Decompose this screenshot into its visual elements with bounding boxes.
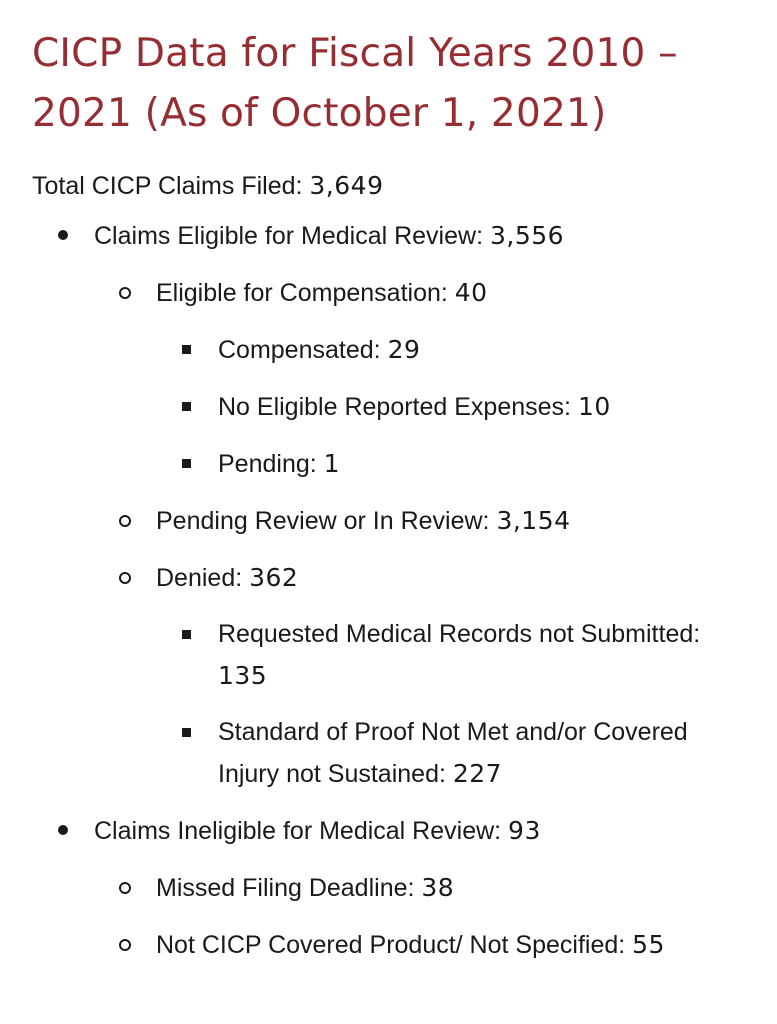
compensated-value: 29 [387, 335, 421, 364]
bullet-circle-icon [119, 882, 131, 894]
list-item-compensated [218, 329, 752, 371]
bullet-square-icon [182, 630, 191, 639]
bullet-square-icon [182, 345, 191, 354]
list-item-compensation [156, 272, 752, 485]
bullet-circle-icon [119, 572, 131, 584]
pending-review-value: 3,154 [496, 506, 571, 535]
no-eligible-expenses-label: No Eligible Reported Expenses: [218, 393, 571, 421]
bullet-square-icon [182, 459, 191, 468]
list-item-ineligible [94, 810, 752, 966]
list-item-proof-not-met [218, 712, 752, 795]
claims-breakdown-list [32, 215, 752, 966]
page-title: CICP Data for Fiscal Years 2010 – 2021 (As of October 1, 2021) [32, 31, 678, 136]
denied-sublist [156, 614, 752, 795]
proof-not-met-label: Standard of Proof Not Met and/or Covered Injury not Sustained: [218, 718, 688, 788]
eligible-value: 3,556 [489, 221, 565, 250]
missed-deadline-value: 38 [421, 873, 455, 902]
pending-review-label: Pending Review or In Review: [156, 507, 490, 535]
bullet-square-icon [182, 402, 191, 411]
pending-label: Pending: [218, 450, 317, 478]
ineligible-value: 93 [508, 816, 541, 845]
list-item-missed-deadline [156, 867, 752, 909]
eligible-label: Claims Eligible for Medical Review: [94, 222, 484, 250]
list-item-eligible [94, 215, 752, 795]
bullet-disc-icon [58, 230, 68, 240]
bullet-disc-icon [58, 825, 68, 835]
ineligible-label: Claims Ineligible for Medical Review: [94, 817, 502, 845]
list-item-denied [156, 557, 752, 795]
list-item-pending [218, 443, 752, 485]
compensation-label: Eligible for Compensation: [156, 279, 448, 307]
proof-not-met-value: 227 [452, 759, 503, 788]
no-eligible-expenses-value: 10 [577, 392, 611, 421]
bullet-circle-icon [119, 515, 131, 527]
total-claims-line [32, 170, 752, 202]
list-item-not-covered-product [156, 924, 752, 966]
bullet-square-icon [182, 728, 191, 737]
missed-deadline-label: Missed Filing Deadline: [156, 874, 415, 902]
list-item-no-eligible-expenses [218, 386, 752, 428]
list-item-records-not-submitted [218, 614, 752, 697]
total-claims-value: 3,649 [309, 171, 384, 200]
not-covered-product-label: Not CICP Covered Product/ Not Specified: [156, 931, 626, 959]
pending-value: 1 [323, 449, 341, 478]
bullet-circle-icon [119, 939, 131, 951]
ineligible-sublist [94, 867, 752, 966]
not-covered-product-value: 55 [632, 930, 665, 959]
list-item-pending-review [156, 500, 752, 542]
records-not-submitted-label: Requested Medical Records not Submitted: [218, 620, 701, 648]
denied-value: 362 [249, 563, 299, 592]
bullet-circle-icon [119, 287, 131, 299]
compensation-value: 40 [454, 278, 488, 307]
total-claims-label: Total CICP Claims Filed: [32, 172, 303, 200]
records-not-submitted-value: 135 [218, 661, 268, 690]
document-body [32, 24, 752, 966]
compensated-label: Compensated: [218, 336, 381, 364]
eligible-sublist [94, 272, 752, 795]
compensation-sublist [156, 329, 752, 485]
denied-label: Denied: [156, 564, 243, 592]
